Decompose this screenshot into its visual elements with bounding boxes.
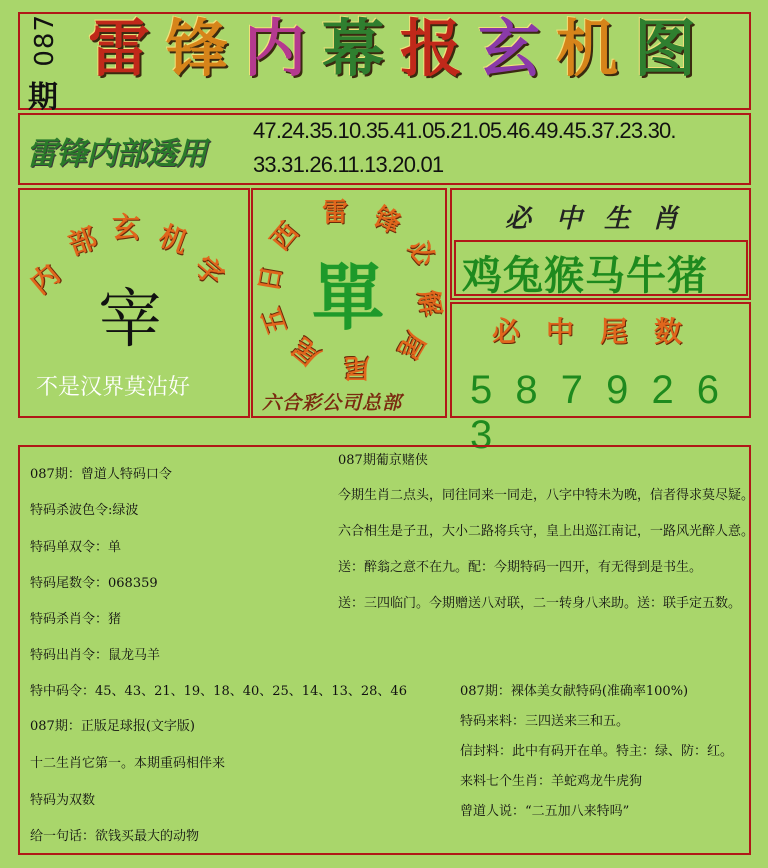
hot-numbers-label: 雷锋内部透用 [26, 136, 206, 172]
title-char: 报 [400, 12, 463, 85]
zodiac-label-char: 必 [505, 204, 532, 234]
title-char: 幕 [322, 12, 385, 85]
bottom-right-line: 信封料：此中有码开在单。特主：绿、防：红。 [460, 744, 734, 759]
secret-label-char: 内 [23, 257, 67, 301]
poem-line: 送：醉翁之意不在九。配：今期特码一四开，有无得到是书生。 [338, 560, 703, 575]
secret-label-char: 部 [63, 221, 102, 262]
zodiac-label-char: 生 [604, 204, 631, 234]
title-char: 锋 [166, 12, 229, 85]
hot-numbers-line2: 33.31.26.11.13.20.01 [253, 152, 444, 177]
bottom-left-line: 给一句话：欲钱买最大的动物 [30, 829, 200, 844]
bottom-right-line: 特码来料：三四送来三和五。 [460, 714, 630, 729]
title-char: 内 [244, 12, 307, 85]
secret-label-char: 字 [187, 249, 231, 293]
title-char: 图 [634, 12, 697, 85]
poem-line: 今期生肖二点头，同往同来一同走，八字中特未为晚，信者得求莫尽疑。 [338, 488, 755, 503]
bottom-left-line: 十二生肖它第一。本期重码相伴来 [30, 756, 226, 771]
secret-label-char: 玄 [112, 211, 141, 244]
center-footer: 六合彩公司总部 [262, 392, 403, 414]
ring-char: 五 [256, 303, 294, 339]
title-char: 玄 [478, 12, 541, 85]
tail-label-char: 数 [654, 315, 683, 348]
center-char: 單 [312, 255, 385, 340]
special-codes: 特中码令：45、43、21、19、18、40、25、14、13、28、46 [30, 684, 407, 699]
left-tip: 特码尾数令：068359 [30, 576, 158, 591]
zodiac-label-char: 肖 [652, 204, 679, 234]
issue-number: 087 [30, 14, 60, 67]
bottom-right-line: 曾道人说：“二五加八来特吗” [460, 804, 630, 819]
secret-label-char: 机 [154, 219, 193, 260]
zodiac-animals-text: 鸡兔猴马牛猪 [462, 252, 708, 299]
title-char: 机 [556, 12, 619, 85]
tail-label-char: 中 [546, 315, 575, 348]
ring-char: 必 [401, 233, 441, 273]
tail-label-char: 尾 [600, 315, 629, 348]
secret-word-caption: 不是汉界莫沾好 [36, 375, 191, 400]
left-tip: 特码杀波色令:绿波 [30, 503, 139, 518]
left-tip: 特码杀肖令：猪 [30, 612, 122, 627]
ring-char: 锋 [368, 201, 406, 241]
poem-line: 送：三四临门。今期赠送八对联，二一转身八来助。送：联手定五数。 [338, 596, 742, 611]
tail-digits: 5 8 7 9 2 6 3 [470, 368, 726, 457]
ring-char: 雷 [322, 198, 349, 228]
ring-char: 日 [253, 263, 289, 295]
ring-char: 西 [265, 217, 305, 257]
ring-char: 尾 [344, 352, 371, 382]
issue-unit: 期 [28, 80, 58, 115]
left-tip: 特码出肖令：鼠龙马羊 [30, 648, 161, 663]
left-tip: 特码单双令：单 [30, 540, 122, 555]
bottom-right-line: 087期：裸体美女献特码(准确率100%) [460, 684, 689, 699]
ring-char: 尾 [391, 326, 431, 364]
hot-numbers-line1: 47.24.35.10.35.41.05.21.05.46.49.45.37.23.30. [253, 118, 676, 143]
ring-char: 尾 [287, 331, 327, 371]
poem-heading: 087期葡京赌侠 [338, 453, 428, 468]
ring-char: 解 [411, 287, 447, 319]
tail-label-char: 必 [492, 315, 521, 348]
bottom-left-line: 087期：正版足球报(文字版) [30, 719, 195, 734]
poem-line: 六合相生是子丑，大小二路将兵守，皇上出巡江南记，一路风光醉人意。 [338, 524, 755, 539]
title-char: 雷 [88, 12, 151, 85]
left-tip: 087期：曾道人特码口令 [30, 467, 172, 482]
zodiac-label-char: 中 [556, 204, 583, 234]
secret-word-char: 宰 [98, 283, 162, 357]
bottom-right-line: 来料七个生肖：羊蛇鸡龙牛虎狗 [460, 774, 643, 789]
bottom-left-line: 特码为双数 [30, 793, 96, 808]
